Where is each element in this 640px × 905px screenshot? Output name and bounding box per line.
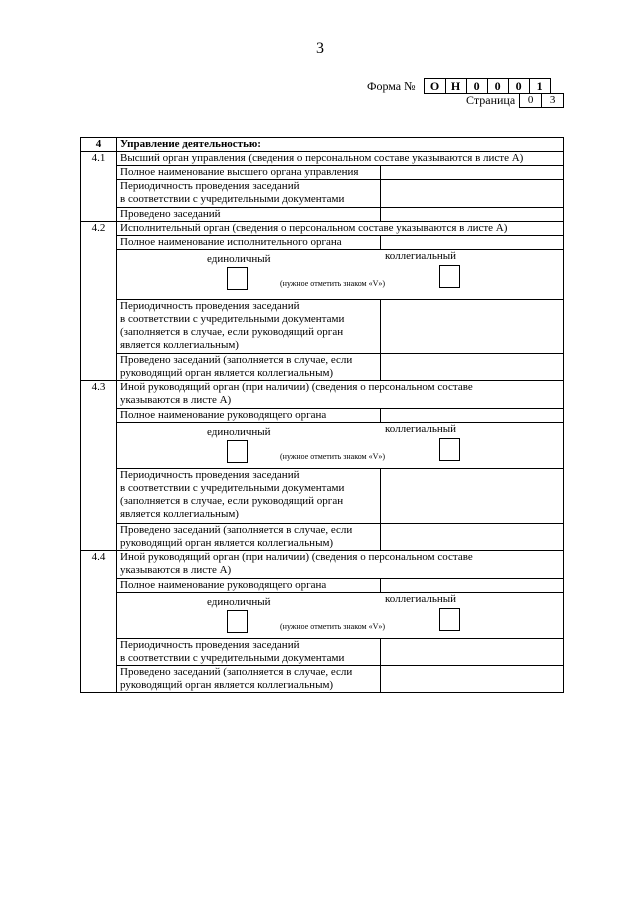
section-title: Управление деятельностью: xyxy=(117,138,564,152)
other-body-type-choice xyxy=(117,422,563,468)
other-body-name-label: Полное наименование руководящего органа xyxy=(117,408,380,422)
other-body-2-type-choice xyxy=(117,592,563,638)
sole-checkbox[interactable] xyxy=(227,610,248,633)
executive-body-meetings-label: Проведено заседаний (заполняется в случае, если руководящий орган является коллегиальным) xyxy=(117,354,380,381)
section-4-4-number: 4.4 xyxy=(81,551,117,693)
other-body-2-frequency-field[interactable] xyxy=(380,638,563,665)
section-4-3-number: 4.3 xyxy=(81,381,117,551)
page-code xyxy=(519,93,564,108)
section-4-2-title: Исполнительный орган (сведения о персональном составе указываются в листе А) xyxy=(120,222,508,234)
supreme-body-meetings-field[interactable] xyxy=(380,208,563,222)
executive-body-type-choice xyxy=(117,250,563,300)
sole-label: единоличный xyxy=(207,425,271,438)
mark-hint: (нужное отметить знаком «V») xyxy=(280,621,386,631)
form-code-cell: 0 xyxy=(487,79,508,93)
form-code-cell: 0 xyxy=(508,79,529,93)
governance-table xyxy=(80,137,564,693)
supreme-body-frequency-label: Периодичность проведения заседаний в соответствии с учредительными документами xyxy=(117,180,380,208)
page-number: 3 xyxy=(316,40,324,57)
sole-checkbox[interactable] xyxy=(227,267,248,290)
collegial-label: коллегиальный xyxy=(385,250,457,262)
other-body-meetings-field[interactable] xyxy=(380,523,563,550)
form-code-cell: 0 xyxy=(466,79,487,93)
section-4-header xyxy=(81,138,564,152)
page-indicator-row xyxy=(466,93,564,107)
page-label: Страница xyxy=(466,92,516,107)
other-body-2-meetings-label: Проведено заседаний (заполняется в случае, если руководящий орган является коллегиальным) xyxy=(117,665,380,692)
executive-body-meetings-field[interactable] xyxy=(380,354,563,381)
executive-body-name-field[interactable] xyxy=(380,236,563,250)
other-body-name-field[interactable] xyxy=(380,408,563,422)
section-4-2-number: 4.2 xyxy=(81,222,117,381)
collegial-label: коллегиальный xyxy=(385,422,457,435)
supreme-body-name-field[interactable] xyxy=(380,166,563,180)
other-body-2-frequency-label: Периодичность проведения заседаний в соответствии с учредительными документами xyxy=(117,638,380,665)
other-body-frequency-label: Периодичность проведения заседаний в соответствии с учредительными документами (заполняется в случае, если руководящий орган является коллегиальным) xyxy=(117,468,380,523)
other-body-meetings-label: Проведено заседаний (заполняется в случае, если руководящий орган является коллегиальным) xyxy=(117,523,380,550)
sole-checkbox[interactable] xyxy=(227,440,248,463)
supreme-body-meetings-label: Проведено заседаний xyxy=(117,208,380,222)
collegial-checkbox[interactable] xyxy=(439,438,460,461)
section-4-1-number: 4.1 xyxy=(81,152,117,222)
sole-label: единоличный xyxy=(207,253,271,265)
executive-body-frequency-field[interactable] xyxy=(380,300,563,354)
section-4-4 xyxy=(81,551,564,693)
page-code-cell: 0 xyxy=(527,93,534,106)
sole-label: единоличный xyxy=(207,595,271,608)
executive-body-name-label: Полное наименование исполнительного органа xyxy=(117,236,380,250)
section-4-4-title: Иной руководящий орган (при наличии) (сведения о персональном составе указываются в листе А) xyxy=(120,551,473,576)
form-code-cell: О xyxy=(429,79,440,93)
other-body-2-name-field[interactable] xyxy=(380,578,563,592)
page-code-cell: 3 xyxy=(541,94,563,107)
section-4-3 xyxy=(81,381,564,551)
other-body-2-meetings-field[interactable] xyxy=(380,665,563,692)
supreme-body-name-label: Полное наименование высшего органа управления xyxy=(117,166,380,180)
mark-hint: (нужное отметить знаком «V») xyxy=(280,451,386,461)
form-code-cell: 1 xyxy=(529,79,550,93)
section-4-1 xyxy=(81,152,564,222)
section-number: 4 xyxy=(81,138,117,152)
collegial-label: коллегиальный xyxy=(385,592,457,605)
section-4-3-title: Иной руководящий орган (при наличии) (сведения о персональном составе указываются в листе А) xyxy=(120,381,473,406)
form-number-label: Форма № xyxy=(367,78,416,93)
form-code-cell: Н xyxy=(445,79,466,93)
section-4-2 xyxy=(81,222,564,381)
mark-hint: (нужное отметить знаком «V») xyxy=(280,279,386,288)
supreme-body-frequency-field[interactable] xyxy=(380,180,563,208)
section-4-1-title: Высший орган управления (сведения о персональном составе указываются в листе А) xyxy=(120,152,524,164)
collegial-checkbox[interactable] xyxy=(439,265,460,288)
other-body-2-name-label: Полное наименование руководящего органа xyxy=(117,578,380,592)
collegial-checkbox[interactable] xyxy=(439,608,460,631)
other-body-frequency-field[interactable] xyxy=(380,468,563,523)
executive-body-frequency-label: Периодичность проведения заседаний в соответствии с учредительными документами (заполняется в случае, если руководящий орган является коллегиальным) xyxy=(117,300,380,354)
